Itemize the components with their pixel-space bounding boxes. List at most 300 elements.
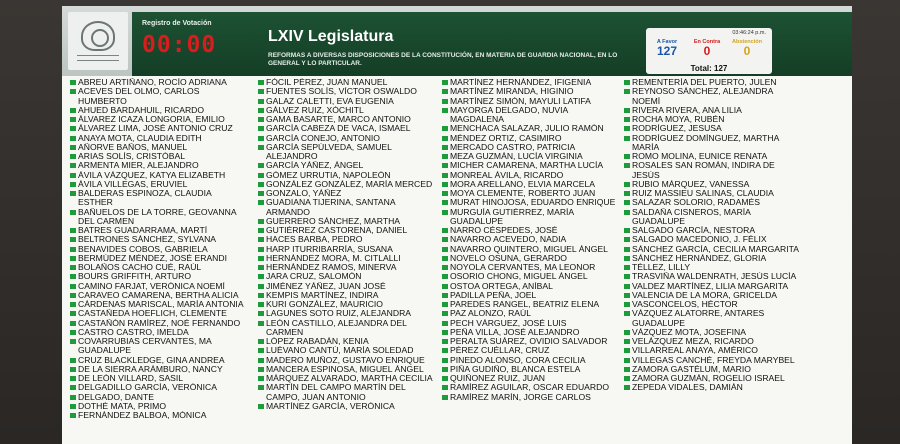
- vote-status-icon: [624, 108, 630, 113]
- senator-list: [62, 78, 852, 444]
- vote-status-icon: [624, 256, 630, 261]
- vote-status-icon: [624, 376, 630, 381]
- senator-row: [70, 235, 244, 244]
- senator-row: [258, 87, 433, 96]
- senator-row: [624, 208, 799, 217]
- senator-name: CARAVEO CAMARENA, BERTHA ALICIA: [78, 290, 239, 300]
- vote-status-icon: [258, 237, 264, 242]
- vote-status-icon: [442, 321, 448, 326]
- senator-row: [258, 272, 433, 281]
- senator-name: MURAT HINOJOSA, EDUARDO ENRIQUE: [450, 198, 616, 208]
- senator-row: [258, 180, 433, 189]
- vote-status-icon: [624, 265, 630, 270]
- vote-status-icon: [258, 173, 264, 178]
- senator-name: HACES BARBA, PEDRO: [266, 235, 363, 245]
- vote-status-icon: [70, 163, 76, 168]
- senator-name: ÁLVAREZ ICAZA LONGORIA, EMILIO: [78, 115, 225, 124]
- senator-name: HERNÁNDEZ RAMOS, MINERVA: [266, 263, 397, 272]
- vote-status-icon: [70, 413, 76, 418]
- senator-name: DE LEÓN VILLARD, SASIL: [78, 374, 184, 383]
- senator-name: VÁZQUEZ MOTA, JOSEFINA: [632, 327, 746, 337]
- senator-row: [258, 319, 433, 328]
- vote-status-icon: [70, 265, 76, 270]
- senator-name: GAMA BASARTE, MARCO ANTONIO: [266, 115, 411, 124]
- vote-status-icon: [624, 284, 630, 289]
- vote-status-icon: [258, 126, 264, 131]
- senator-row: [258, 300, 433, 309]
- vote-status-icon: [624, 154, 630, 159]
- senator-name-continuation: [624, 319, 799, 328]
- senator-name: NOVELO OSUNA, GERARDO: [450, 253, 567, 263]
- senator-row: [258, 198, 433, 207]
- senator-row: [70, 226, 244, 235]
- senator-name: LEÓN CASTILLO, ALEJANDRA DEL: [266, 318, 407, 328]
- senator-row: [442, 171, 615, 180]
- senator-row: [70, 189, 244, 198]
- senator-row: [442, 356, 615, 365]
- senator-row: [70, 143, 244, 152]
- vote-status-icon: [70, 210, 76, 215]
- vote-contra-count: 0: [703, 44, 711, 58]
- senator-name: BATRES GUADARRAMA, MARTÍ: [78, 226, 208, 235]
- senator-name: GUADIANA TIJERINA, SANTANA: [266, 198, 396, 208]
- vote-status-icon: [258, 228, 264, 233]
- senator-name-continuation: [624, 171, 799, 180]
- vote-favor-count: 127: [656, 44, 678, 58]
- senator-row: [70, 411, 244, 420]
- senator-name: RAMÍREZ MARÍN, JORGE CARLOS: [450, 392, 591, 402]
- senator-name: MÉNDEZ ORTIZ, CASIMIRO: [450, 133, 562, 143]
- senator-name: REMENTERÍA DEL PUERTO, JULEN: [632, 78, 777, 87]
- senator-name: NOEMÍ: [632, 96, 661, 106]
- senator-name: GARCÍA SEPÚLVEDA, SAMUEL: [266, 142, 392, 152]
- senator-name: MEZA GUZMÁN, LUCÍA VIRGINIA: [450, 152, 583, 161]
- senator-name: MURGUÍA GUTIÉRREZ, MARÍA: [450, 207, 575, 217]
- senator-name: MERCADO CASTRO, PATRICIA: [450, 142, 576, 152]
- senator-name: GUADALUPE: [632, 216, 686, 226]
- vote-status-icon: [70, 136, 76, 141]
- senator-name: PAZ ALONZO, RAÚL: [450, 309, 532, 319]
- senator-row: [624, 263, 799, 272]
- voting-screen: [62, 6, 852, 444]
- senator-name: MORA ARELLANO, ELVIA MARCELA: [450, 179, 596, 189]
- vote-status-icon: [442, 89, 448, 94]
- senator-name: ABREU ARTIÑANO, ROCÍO ADRIANA: [78, 78, 227, 87]
- senator-row: [624, 254, 799, 263]
- senator-column-3: [442, 78, 615, 402]
- senator-name-continuation: [70, 217, 244, 226]
- senator-name: GÓMEZ URRUTIA, NAPOLEÓN: [266, 170, 391, 180]
- vote-status-icon: [70, 358, 76, 363]
- vote-status-icon: [70, 339, 76, 344]
- vote-status-icon: [442, 284, 448, 289]
- senator-name: BELTRONES SÁNCHEZ, SYLVANA: [78, 235, 217, 245]
- senator-name: HUMBERTO: [78, 96, 127, 106]
- senator-name: ROSALES SAN ROMÁN, INDIRA DE: [632, 161, 775, 171]
- senator-name-continuation: [70, 97, 244, 106]
- senator-name: ÁVILA VÁZQUEZ, KATYA ELIZABETH: [78, 170, 226, 180]
- vote-status-icon: [624, 274, 630, 279]
- vote-status-icon: [70, 182, 76, 187]
- seal-caption-decoration: [77, 55, 119, 61]
- vote-status-icon: [624, 117, 630, 122]
- senator-row: [624, 152, 799, 161]
- senator-name: ARIAS SOLÍS, CRISTÓBAL: [78, 152, 185, 161]
- senator-name: JARA CRUZ, SALOMÓN: [266, 272, 362, 282]
- senator-row: [258, 134, 433, 143]
- vote-status-icon: [442, 385, 448, 390]
- senator-name: VALDEZ MARTÍNEZ, LILIA MARGARITA: [632, 281, 789, 291]
- senator-row: [442, 189, 615, 198]
- senator-name: MÁRQUEZ ALVARADO, MARTHA CECILIA: [266, 374, 433, 383]
- vote-status-icon: [442, 358, 448, 363]
- vote-status-icon: [258, 80, 264, 85]
- senator-row: [442, 124, 615, 133]
- senator-name: OSORIO CHONG, MIGUEL ÁNGEL: [450, 272, 588, 282]
- senator-name: RODRÍGUEZ DOMÍNGUEZ, MARTHA: [632, 133, 780, 143]
- senator-row: [442, 346, 615, 355]
- senator-row: [258, 282, 433, 291]
- senator-name: RUBIO MÁRQUEZ, VANESSA: [632, 179, 750, 189]
- senator-name: GUTIÉRREZ CASTORENA, DANIEL: [266, 226, 408, 235]
- vote-status-icon: [442, 376, 448, 381]
- vote-status-icon: [70, 256, 76, 261]
- senator-row: [70, 171, 244, 180]
- senator-name: BOLAÑOS CACHO CUÉ, RAÚL: [78, 263, 202, 272]
- vote-status-icon: [442, 126, 448, 131]
- senator-name: MARTÍNEZ GARCÍA, VERÓNICA: [266, 401, 395, 411]
- vote-status-icon: [70, 154, 76, 159]
- seal-logo: [68, 12, 128, 70]
- senator-name-continuation: [624, 217, 799, 226]
- senator-name: PECH VÁRGUEZ, JOSÉ LUIS: [450, 318, 567, 328]
- senator-row: [258, 106, 433, 115]
- senator-row: [70, 272, 244, 281]
- senator-row: [70, 254, 244, 263]
- senator-row: [70, 365, 244, 374]
- senator-name: SÁNCHEZ GARCÍA, CECILIA MARGARITA: [632, 244, 799, 254]
- senator-row: [442, 328, 615, 337]
- senator-name: NAVARRO ACEVEDO, NADIA: [450, 235, 567, 245]
- vote-status-icon: [442, 367, 448, 372]
- senator-row: [258, 356, 433, 365]
- vote-status-icon: [624, 385, 630, 390]
- senator-row: [624, 124, 799, 133]
- vote-status-icon: [442, 136, 448, 141]
- vote-status-icon: [442, 182, 448, 187]
- senator-name: KURI GONZÁLEZ, MAURICIO: [266, 300, 383, 309]
- senator-row: [624, 198, 799, 207]
- senator-name-continuation: [624, 143, 799, 152]
- vote-status-icon: [70, 311, 76, 316]
- senator-name: MARTÍNEZ MIRANDA, HIGINIO: [450, 87, 574, 97]
- vote-status-icon: [70, 293, 76, 298]
- senator-row: [624, 226, 799, 235]
- vote-status-icon: [624, 80, 630, 85]
- senator-row: [442, 198, 615, 207]
- senator-row: [258, 78, 433, 87]
- vote-status-icon: [442, 330, 448, 335]
- senator-name: ZEPEDA VIDALES, DAMIÁN: [632, 383, 743, 393]
- vote-status-icon: [442, 339, 448, 344]
- senator-name: MAGDALENA: [450, 115, 504, 124]
- senator-name: CÁRDENAS MARISCAL, MARÍA ANTONIA: [78, 300, 244, 309]
- senator-row: [258, 143, 433, 152]
- vote-status-icon: [70, 108, 76, 113]
- senator-name: KEMPIS MARTÍNEZ, INDIRA: [266, 290, 379, 300]
- senator-row: [258, 245, 433, 254]
- senator-row: [442, 208, 615, 217]
- vote-status-icon: [624, 367, 630, 372]
- vote-status-icon: [258, 348, 264, 353]
- vote-status-icon: [70, 145, 76, 150]
- senator-row: [442, 180, 615, 189]
- senator-row: [70, 337, 244, 346]
- vote-favor-label: A Favor: [656, 39, 678, 45]
- senator-name: GONZALO, YÁÑEZ: [266, 189, 342, 198]
- vote-status-icon: [442, 395, 448, 400]
- vote-status-icon: [258, 376, 264, 381]
- session-time: 03:46:24 p.m.: [732, 30, 766, 36]
- vote-status-icon: [442, 200, 448, 205]
- senator-row: [624, 161, 799, 170]
- vote-status-icon: [70, 89, 76, 94]
- senator-row: [442, 272, 615, 281]
- senator-row: [258, 189, 433, 198]
- senator-name: VÁZQUEZ ALATORRE, ANTARES: [632, 309, 765, 319]
- senator-name: FUENTES SOLÍS, VÍCTOR OSWALDO: [266, 87, 417, 97]
- senator-name: RUIZ MASSIEU SALINAS, CLAUDIA: [632, 189, 774, 198]
- countdown-timer: 00:00: [142, 32, 217, 58]
- vote-status-icon: [442, 311, 448, 316]
- vote-status-icon: [258, 182, 264, 187]
- senator-row: [442, 254, 615, 263]
- vote-status-icon: [624, 126, 630, 131]
- vote-status-icon: [442, 293, 448, 298]
- senator-name-continuation: [70, 346, 244, 355]
- senator-row: [70, 87, 244, 96]
- vote-status-icon: [442, 265, 448, 270]
- vote-abstencion: [730, 39, 764, 58]
- vote-status-icon: [70, 173, 76, 178]
- senator-row: [442, 245, 615, 254]
- senator-row: [442, 134, 615, 143]
- vote-status-icon: [258, 108, 264, 113]
- vote-status-icon: [624, 200, 630, 205]
- senator-name: ARMANDO: [266, 207, 310, 217]
- senator-name: PAREDES RANGEL, BEATRIZ ELENA: [450, 300, 600, 309]
- senator-name: MARTÍN DEL CAMPO MARTÍN DEL: [266, 383, 406, 393]
- senator-row: [442, 319, 615, 328]
- senator-name: ALEJANDRO: [266, 152, 318, 161]
- senator-name-continuation: [258, 208, 433, 217]
- senator-name: ACEVES DEL OLMO, CARLOS: [78, 87, 200, 97]
- vote-total-value: 127: [714, 64, 728, 73]
- vote-total: [646, 64, 772, 73]
- senator-name: CASTAÑÓN RAMÍREZ, NOÉ FERNANDO: [78, 318, 241, 328]
- senator-name: GUADALUPE: [78, 346, 132, 356]
- senator-name: CASTAÑEDA HOEFLICH, CLEMENTE: [78, 309, 227, 319]
- senator-name: MONREAL ÁVILA, RICARDO: [450, 170, 564, 180]
- senator-name: GUADALUPE: [632, 318, 686, 328]
- vote-status-icon: [624, 89, 630, 94]
- senator-row: [442, 263, 615, 272]
- vote-status-icon: [258, 302, 264, 307]
- vote-abstencion-label: Abstención: [732, 39, 762, 45]
- senator-row: [70, 282, 244, 291]
- senator-row: [70, 393, 244, 402]
- senator-row: [70, 328, 244, 337]
- senator-row: [442, 393, 615, 402]
- senator-name-continuation: [258, 152, 433, 161]
- senator-name-continuation: [70, 198, 244, 207]
- senator-name: REYNOSO SÁNCHEZ, ALEJANDRA: [632, 87, 774, 97]
- senator-name: PINEDO ALONSO, CORA CECILIA: [450, 355, 586, 365]
- senator-name: CRUZ BLACKLEDGE, GINA ANDREA: [78, 355, 225, 365]
- senator-name: LÓPEZ RABADÁN, KENIA: [266, 337, 369, 346]
- vote-status-icon: [258, 247, 264, 252]
- senator-name: HERNÁNDEZ MORA, M. CITLALLI: [266, 253, 401, 263]
- senator-name: CAMPO, JUAN ANTONIO: [266, 392, 366, 402]
- senator-name: SALAZAR SOLORIO, RADAMÉS: [632, 198, 760, 208]
- senator-row: [70, 263, 244, 272]
- senator-name: ARMENTA MIER, ALEJANDRO: [78, 161, 199, 171]
- senator-name: PÉREZ CUÉLLAR, CRUZ: [450, 346, 550, 356]
- senator-row: [70, 245, 244, 254]
- senator-row: [258, 402, 433, 411]
- vote-status-icon: [258, 163, 264, 168]
- senator-name: ESTHER: [78, 198, 113, 208]
- senator-name: NOYOLA CERVANTES, MA LEONOR: [450, 263, 596, 272]
- senator-name: ZAMORA GUZMÁN, ROGELIO ISRAEL: [632, 374, 785, 383]
- senator-name: MAYORGA DELGADO, NUVIA: [450, 105, 569, 115]
- vote-status-icon: [258, 136, 264, 141]
- senator-row: [624, 291, 799, 300]
- vote-status-icon: [624, 330, 630, 335]
- senator-row: [70, 115, 244, 124]
- senator-name: SÁNCHEZ HERNÁNDEZ, GLORIA: [632, 253, 767, 263]
- senator-name: MADERO MUÑOZ, GUSTAVO ENRIQUE: [266, 355, 425, 365]
- senator-name: MENCHACA SALAZAR, JULIO RAMÓN: [450, 124, 604, 134]
- senator-row: [442, 374, 615, 383]
- senator-name: PADILLA PEÑA, JOEL: [450, 290, 537, 300]
- senator-name: GARCÍA CONEJO, ANTONIO: [266, 133, 380, 143]
- senator-row: [624, 309, 799, 318]
- senator-row: [70, 356, 244, 365]
- vote-status-icon: [442, 302, 448, 307]
- vote-status-icon: [70, 247, 76, 252]
- senator-row: [624, 383, 799, 392]
- senator-name: SALGADO MACEDONIO, J. FÉLIX: [632, 235, 767, 245]
- senator-row: [624, 282, 799, 291]
- senator-row: [442, 291, 615, 300]
- senator-row: [258, 124, 433, 133]
- senator-row: [442, 97, 615, 106]
- vote-status-icon: [258, 293, 264, 298]
- senator-name: FÓCIL PÉREZ, JUAN MANUEL: [266, 78, 388, 87]
- senator-name: BERMÚDEZ MÉNDEZ, JOSÉ ERANDI: [78, 253, 227, 263]
- vote-status-icon: [442, 145, 448, 150]
- vote-status-icon: [442, 210, 448, 215]
- senator-row: [624, 245, 799, 254]
- senator-name: MICHER CAMARENA, MARTHA LUCÍA: [450, 161, 604, 171]
- vote-status-icon: [70, 404, 76, 409]
- senator-name: ROCHA MOYA, RUBÉN: [632, 115, 725, 124]
- vote-total-label: Total:: [690, 64, 712, 73]
- vote-status-icon: [624, 228, 630, 233]
- senator-row: [624, 374, 799, 383]
- senator-name: RIVERA RIVERA, ANA LILIA: [632, 105, 742, 115]
- senator-row: [70, 78, 244, 87]
- vote-status-icon: [70, 117, 76, 122]
- senator-name: RAMÍREZ AGUILAR, OSCAR EDUARDO: [450, 383, 610, 393]
- senator-row: [624, 365, 799, 374]
- senator-row: [258, 97, 433, 106]
- senator-row: [258, 365, 433, 374]
- senator-name: CASTRO CASTRO, IMELDA: [78, 327, 189, 337]
- vote-status-icon: [624, 136, 630, 141]
- vote-contra: [690, 39, 724, 58]
- vote-abstencion-count: 0: [743, 44, 751, 58]
- senator-name-continuation: [442, 217, 615, 226]
- senator-name: DE LA SIERRA ARÁMBURO, NANCY: [78, 364, 223, 374]
- senator-row: [258, 346, 433, 355]
- senator-name: DELGADILLO GARCÍA, VERÓNICA: [78, 383, 217, 393]
- senator-row: [442, 300, 615, 309]
- vote-status-icon: [258, 99, 264, 104]
- vote-status-icon: [258, 284, 264, 289]
- senator-row: [624, 106, 799, 115]
- senator-name: PIÑA GUDIÑO, BLANCA ESTELA: [450, 364, 581, 374]
- vote-favor: [650, 39, 684, 58]
- senator-name: BENAVIDES COBOS, GABRIELA: [78, 244, 208, 254]
- vote-status-icon: [442, 256, 448, 261]
- senator-name: RODRÍGUEZ, JESUSA: [632, 124, 722, 134]
- senator-row: [70, 300, 244, 309]
- senator-row: [70, 383, 244, 392]
- senator-row: [442, 152, 615, 161]
- senator-row: [258, 254, 433, 263]
- senator-name: VELÁZQUEZ MEZA, RICARDO: [632, 337, 754, 346]
- vote-status-icon: [624, 311, 630, 316]
- vote-status-icon: [624, 302, 630, 307]
- senator-name-continuation: [258, 328, 433, 337]
- senator-name: COVARRUBIAS CERVANTES, MA: [78, 337, 212, 346]
- senator-row: [442, 337, 615, 346]
- senator-row: [442, 226, 615, 235]
- vote-status-icon: [624, 358, 630, 363]
- vote-status-icon: [258, 358, 264, 363]
- vote-status-icon: [70, 376, 76, 381]
- senator-name: TRASVIÑA WALDENRATH, JESÚS LUCÍA: [632, 272, 797, 282]
- vote-status-icon: [442, 237, 448, 242]
- senator-name: ROMO MOLINA, EUNICE RENATA: [632, 152, 768, 161]
- senator-name: FERNÁNDEZ BALBOA, MÓNICA: [78, 411, 207, 420]
- senator-name: VASCONCELOS, HÉCTOR: [632, 300, 738, 309]
- vote-status-icon: [258, 367, 264, 372]
- vote-summary-panel: [646, 28, 772, 74]
- vote-status-icon: [258, 311, 264, 316]
- vote-status-icon: [258, 145, 264, 150]
- page-title: LXIV Legislatura: [268, 28, 394, 45]
- vote-status-icon: [70, 395, 76, 400]
- senator-name: VILLEGAS CANCHÉ, FREYDA MARYBEL: [632, 355, 795, 365]
- senator-name: GONZÁLEZ GONZÁLEZ, MARÍA MERCED: [266, 179, 433, 189]
- vote-status-icon: [442, 247, 448, 252]
- vote-status-icon: [442, 99, 448, 104]
- senator-row: [624, 189, 799, 198]
- senator-name: BAÑUELOS DE LA TORRE, GEOVANNA: [78, 207, 237, 217]
